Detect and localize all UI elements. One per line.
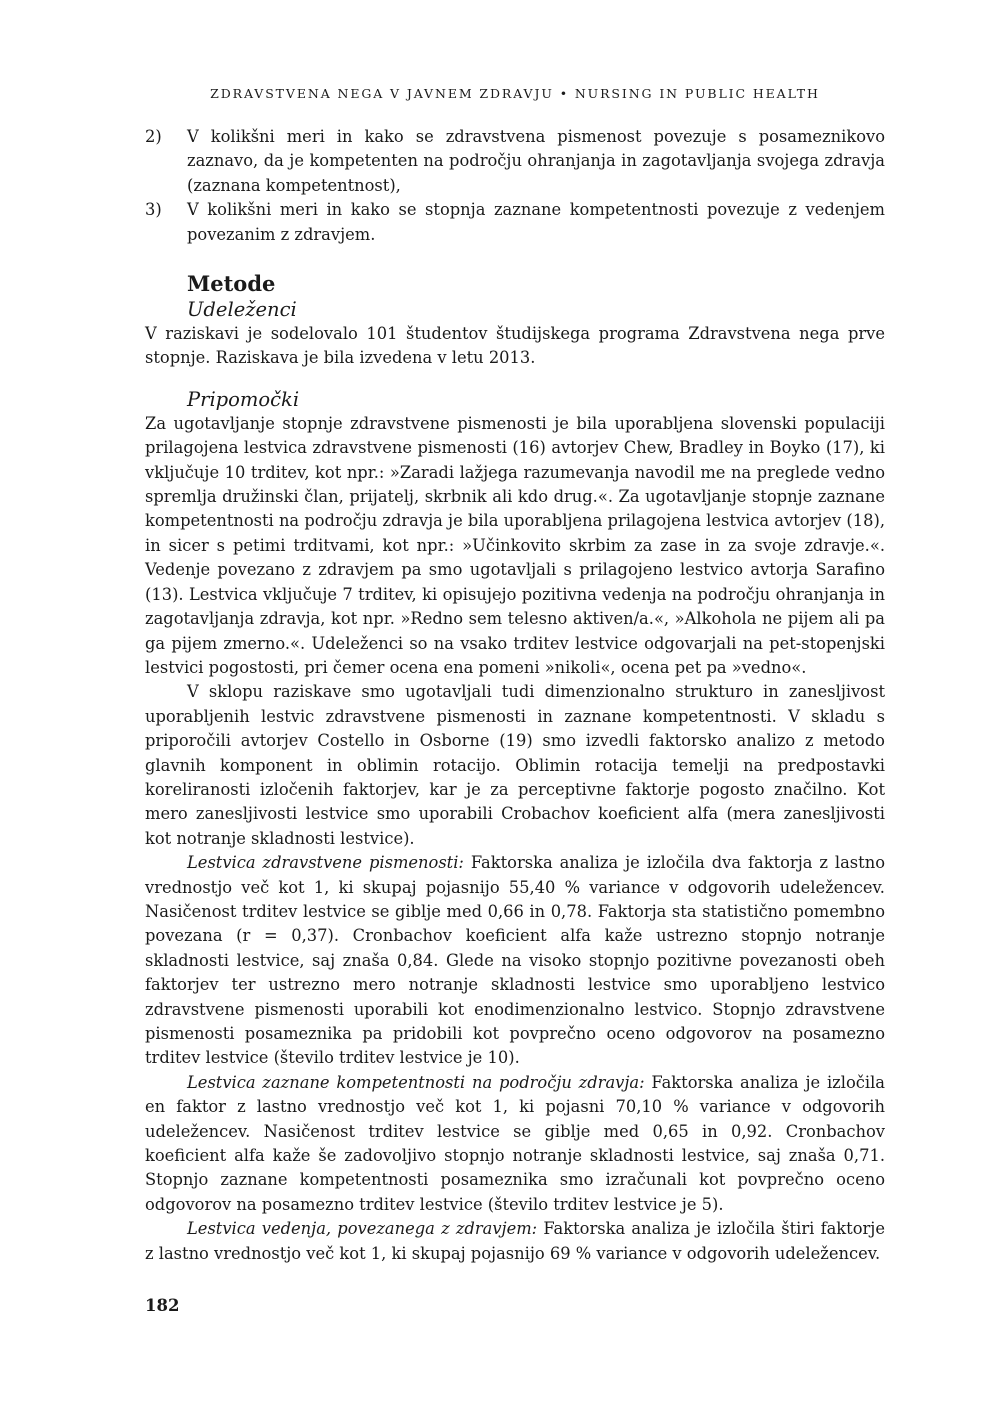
paragraph-lead: Lestvica vedenja, povezanega z zdravjem: bbox=[187, 1219, 538, 1239]
subsection-heading-participants: Udeleženci bbox=[187, 298, 297, 322]
list-item bbox=[145, 125, 885, 198]
paragraph-body: Faktorska analiza je izločila dva faktorja z lastno vrednostjo več kot 1, ki skupaj pojasnijo 55,40 % variance v odgovorih udeležencev. Nasičenost trditev lestvice se giblje med 0,66 in 0,78. Faktorja sta statistično pomembno povezana (r = 0,37). Cronbachov koeficient alfa kaže ustrezno stopnjo notranje skladnosti lestvice, saj znaša 0,84. Glede na visoko stopnjo pozitivne povezanosti obeh faktorjev ter ustrezno mero notranje skladnosti lestvice smo uporabljeno lestvico zdravstvene pismenosti uporabili kot enodimenzionalno lestvico. Stopnjo zdravstvene pismenosti posameznika pa pridobili kot povprečno oceno odgovorov na posamezno trditev lestvice (število trditev lestvice je 10). bbox=[145, 853, 885, 1068]
paragraph-body: Faktorska analiza je izločila štiri faktorje z lastno vrednostjo več kot 1, ki skupaj pojasnijo 69 % variance v odgovorih udeležencev. bbox=[145, 1219, 885, 1263]
page-number: 182 bbox=[145, 1296, 180, 1315]
participants-paragraph: V raziskavi je sodelovalo 101 študentov študijskega programa Zdravstvena nega prve stopnje. Raziskava je bila izvedena v letu 2013. bbox=[145, 324, 885, 368]
paragraph-lead: Lestvica zaznane kompetentnosti na področju zdravja: bbox=[187, 1072, 645, 1092]
body-content bbox=[145, 125, 885, 1266]
subsection-heading-instruments: Pripomočki bbox=[187, 387, 300, 411]
section-heading-methods: Metode bbox=[187, 271, 276, 297]
instruments-paragraph-2: V sklopu raziskave smo ugotavljali tudi dimenzionalno strukturo in zanesljivost uporabljenih lestvic zdravstvene pismenosti in zaznane kompetentnosti. V skladu s priporočili avtorjev Costello in Osborne (19) smo izvedli faktorsko analizo z metodo glavnih komponent in oblimin rotacijo. Oblimin rotacija temelji na predpostavki koreliranosti izločenih faktorjev, kar je za perceptivne faktorje pogosto značilno. Kot mero zanesljivosti lestvice smo uporabili Crobachov koeficient alfa (mera zanesljivosti kot notranje skladnosti lestvice). bbox=[145, 682, 885, 848]
competence-scale-paragraph bbox=[145, 1071, 885, 1217]
paragraph-body: Faktorska analiza je izločila en faktor z lastno vrednostjo več kot 1, ki pojasni 70,10 % variance v odgovorih udeležencev. Nasičenost trditev lestvice se giblje med 0,65 in 0,92. Cronbachov koeficient alfa kaže še zadovoljivo stopnjo notranje skladnosti lestvice, saj znaša 0,71. Stopnjo zaznane kompetentnosti posameznika smo izračunali kot povprečno oceno odgovorov na posamezno trditev lestvice (število trditev lestvice je 5). bbox=[145, 1072, 885, 1214]
list-item bbox=[145, 198, 885, 247]
list-item-number: 2) bbox=[145, 127, 162, 146]
behavior-scale-paragraph bbox=[145, 1217, 885, 1266]
health-literacy-scale-paragraph bbox=[145, 851, 885, 1071]
list-item-number: 3) bbox=[145, 200, 162, 220]
instruments-paragraph-1: Za ugotavljanje stopnje zdravstvene pismenosti je bila uporabljena slovenski populaciji prilagojena lestvica zdravstvene pismenosti (16) avtorjev Chew, Bradley in Boyko (17), ki vključuje 10 trditev, kot npr.: »Zaradi lažjega razumevanja navodil me na preglede vedno spremlja družinski član, prijatelj, skrbnik ali kdo drug.«. Za ugotavljanje stopnje zaznane kompetentnosti na področju zdravja je bila uporabljena prilagojena lestvica avtorjev (18), in sicer s petimi trditvami, kot npr.: »Učinkovito skrbim za zase in za svoje zdravje.«. Vedenje povezano z zdravjem pa smo ugotavljali s prilagojeno lestvico avtorja Sarafino (13). Lestvica vključuje 7 trditev, ki opisujejo pozitivna vedenja na področju ohranjanja in zagotavljanja zdravja, kot npr. »Redno sem telesno aktiven/a.«, »Alkohola ne pijem ali pa ga pijem zmerno.«. Udeleženci so na vsako trditev lestvice odgovarjali na pet-stopenjski lestvici pogostosti, pri čemer ocena ena pomeni »nikoli«, ocena pet pa »vedno«. bbox=[145, 413, 885, 677]
running-header: ZDRAVSTVENA NEGA V JAVNEM ZDRAVJU • NURSING IN PUBLIC HEALTH bbox=[210, 86, 820, 101]
list-item-text: V kolikšni meri in kako se stopnja zaznane kompetentnosti povezuje z vedenjem povezanim z zdravjem. bbox=[187, 200, 885, 244]
list-item-text: V kolikšni meri in kako se zdravstvena pismenost povezuje s posameznikovo zaznavo, da je kompetenten na področju ohranjanja in zagotavljanja svojega zdravja (zaznana kompetentnost), bbox=[187, 127, 885, 195]
paragraph-lead: Lestvica zdravstvene pismenosti: bbox=[187, 853, 464, 873]
